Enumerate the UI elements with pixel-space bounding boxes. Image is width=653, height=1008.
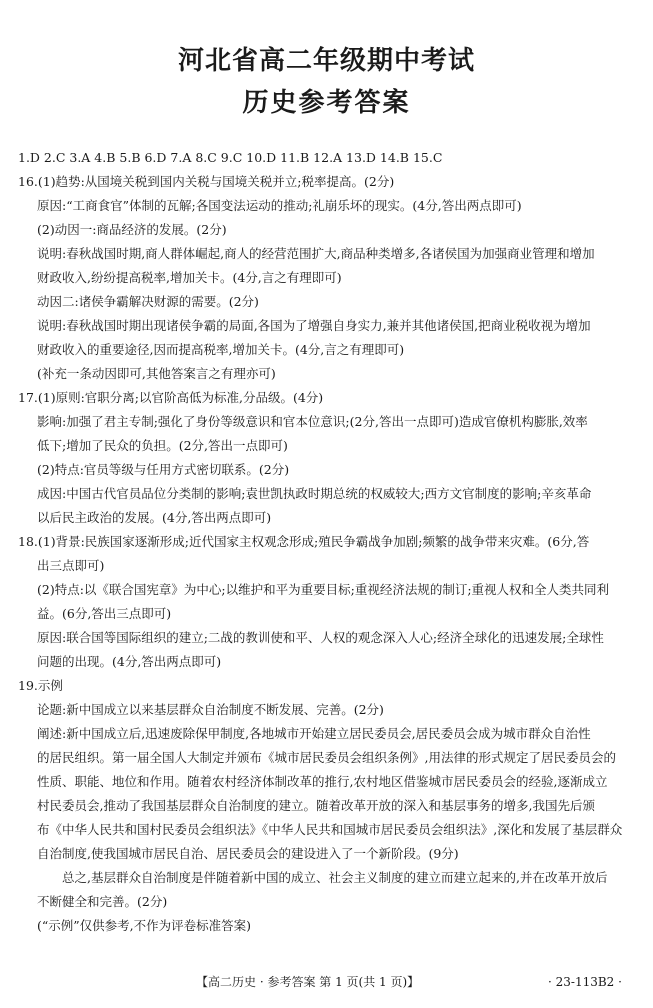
text-line bbox=[0, 482, 653, 505]
text-line-content: 1.D 2.C 3.A 4.B 5.B 6.D 7.A 8.C 9.C 10.D 11.B 12.A 13.D 14.B 15.C bbox=[18, 150, 443, 165]
text-line bbox=[0, 746, 653, 769]
text-line-content: 益。(6分,答出三点即可) bbox=[37, 606, 172, 621]
text-line-content: 布《中华人民共和国村民委员会组织法》《中华人民共和国城市居民委员会组织法》,深化和发展了基层群众 bbox=[37, 822, 623, 837]
text-line bbox=[0, 410, 653, 433]
text-line-content: 17.(1)原则:官职分离;以官阶高低为标准,分品级。(4分) bbox=[18, 390, 324, 405]
text-line bbox=[0, 242, 653, 265]
text-line-content: 原因:联合国等国际组织的建立;二战的教训使和平、人权的观念深入人心;经济全球化的迅速发展;全球性 bbox=[37, 630, 604, 645]
text-line-content: (2)动因一:商品经济的发展。(2分) bbox=[37, 222, 227, 237]
text-line-content: 原因:“工商食官”体制的瓦解;各国变法运动的推动;礼崩乐坏的现实。(4分,答出两点即可) bbox=[37, 198, 522, 213]
text-line-content: 论题:新中国成立以来基层群众自治制度不断发展、完善。(2分) bbox=[37, 702, 384, 717]
text-line bbox=[0, 506, 653, 529]
text-line-content: 阐述:新中国成立后,迅速废除保甲制度,各地城市开始建立居民委员会,居民委员会成为城市群众自治性 bbox=[37, 726, 591, 741]
text-line bbox=[0, 698, 653, 721]
text-line-content: 自治制度,使我国城市居民自治、居民委员会的建设进入了一个新阶段。(9分) bbox=[37, 846, 459, 861]
page-subtitle: 历史参考答案 bbox=[242, 88, 411, 118]
page-title: 河北省高二年级期中考试 bbox=[177, 46, 475, 76]
text-line bbox=[0, 194, 653, 217]
text-line-content: (补充一条动因即可,其他答案言之有理亦可) bbox=[37, 366, 276, 381]
text-line-content: 19.示例 bbox=[18, 678, 63, 693]
text-line-content: 财政收入,纷纷提高税率,增加关卡。(4分,言之有理即可) bbox=[37, 270, 342, 285]
text-line bbox=[0, 170, 653, 193]
text-line bbox=[0, 626, 653, 649]
text-line bbox=[0, 890, 653, 913]
text-line-content: 出三点即可) bbox=[37, 558, 105, 573]
text-line-content: 影响:加强了君主专制;强化了身份等级意识和官本位意识;(2分,答出一点即可)造成官僚机构膨胀,效率 bbox=[37, 414, 588, 429]
text-line bbox=[0, 266, 653, 289]
text-line bbox=[0, 434, 653, 457]
text-line-content: (2)特点:官员等级与任用方式密切联系。(2分) bbox=[37, 462, 290, 477]
text-line-content: 18.(1)背景:民族国家逐渐形成;近代国家主权观念形成;殖民争霸战争加剧;频繁的战争带来灾难。(6分,答 bbox=[18, 534, 590, 549]
text-line-content: 村民委员会,推动了我国基层群众自治制度的建立。随着改革开放的深入和基层事务的增多,我国先后颁 bbox=[37, 798, 595, 813]
text-line bbox=[0, 842, 653, 865]
text-line bbox=[0, 338, 653, 361]
text-line-content: 性质、职能、地位和作用。随着农村经济体制改革的推行,农村地区借鉴城市居民委员会的经验,逐渐成立 bbox=[37, 774, 608, 789]
text-line-content: 说明:春秋战国时期,商人群体崛起,商人的经营范围扩大,商品种类增多,各诸侯国为加强商业管理和增加 bbox=[37, 246, 595, 261]
text-line-content: 动因二:诸侯争霸解决财源的需要。(2分) bbox=[37, 294, 259, 309]
text-line bbox=[0, 722, 653, 745]
text-line bbox=[0, 794, 653, 817]
text-line-content: 总之,基层群众自治制度是伴随着新中国的成立、社会主义制度的建立而建立起来的,并在改革开放后 bbox=[62, 870, 608, 885]
text-line-content: 的居民组织。第一届全国人大制定并颁布《城市居民委员会组织条例》,用法律的形式规定了居民委员会的 bbox=[37, 750, 616, 765]
text-line bbox=[0, 458, 653, 481]
text-line bbox=[0, 290, 653, 313]
text-line-content: 不断健全和完善。(2分) bbox=[37, 894, 168, 909]
footer-doc-code: · 23-113B2 · bbox=[548, 975, 622, 989]
text-line bbox=[0, 314, 653, 337]
text-line-content: 16.(1)趋势:从国境关税到国内关税与国境关税并立;税率提高。(2分) bbox=[18, 174, 395, 189]
text-line bbox=[0, 218, 653, 241]
text-line-content: 财政收入的重要途径,因而提高税率,增加关卡。(4分,言之有理即可) bbox=[37, 342, 405, 357]
text-line bbox=[0, 770, 653, 793]
text-line bbox=[0, 602, 653, 625]
text-line-content: (“示例”仅供参考,不作为评卷标准答案) bbox=[37, 918, 252, 933]
text-line-content: 说明:春秋战国时期出现诸侯争霸的局面,各国为了增强自身实力,兼并其他诸侯国,把商业税收视为增加 bbox=[37, 318, 591, 333]
footer-page-info: 【高二历史 · 参考答案 第 1 页(共 1 页)】 bbox=[196, 975, 420, 989]
text-line bbox=[0, 674, 653, 697]
text-line-content: 以后民主政治的发展。(4分,答出两点即可) bbox=[37, 510, 272, 525]
text-line bbox=[0, 146, 653, 169]
text-line bbox=[0, 554, 653, 577]
text-line-content: 问题的出现。(4分,答出两点即可) bbox=[37, 654, 222, 669]
text-line-content: 成因:中国古代官员品位分类制的影响;袁世凯执政时期总统的权威较大;西方文官制度的影响;辛亥革命 bbox=[37, 486, 592, 501]
text-line bbox=[0, 530, 653, 553]
text-line bbox=[0, 914, 653, 937]
text-line bbox=[0, 362, 653, 385]
text-line-content: (2)特点:以《联合国宪章》为中心;以维护和平为重要目标;重视经济法规的制订;重视人权和全人类共同利 bbox=[37, 582, 610, 597]
text-line-content: 低下;增加了民众的负担。(2分,答出一点即可) bbox=[37, 438, 288, 453]
text-line bbox=[0, 650, 653, 673]
text-line bbox=[0, 866, 653, 889]
text-line bbox=[0, 578, 653, 601]
text-line bbox=[0, 818, 653, 841]
text-line bbox=[0, 386, 653, 409]
